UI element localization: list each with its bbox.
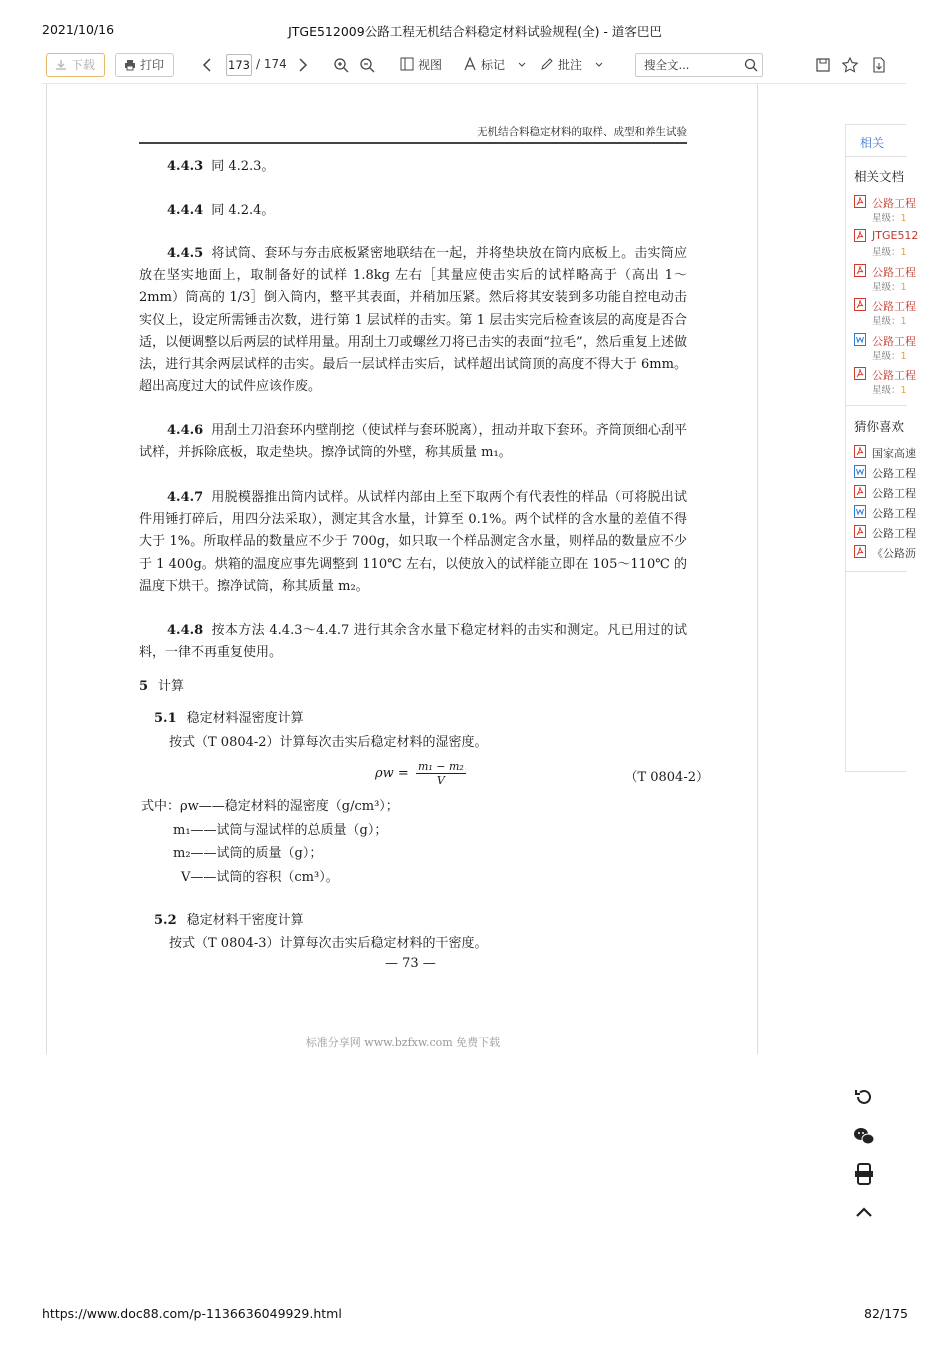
panel-divider bbox=[846, 571, 907, 572]
related-doc-rating bbox=[872, 210, 907, 224]
word-icon bbox=[854, 333, 866, 346]
feedback-icon[interactable] bbox=[852, 1085, 876, 1109]
save-icon[interactable] bbox=[814, 56, 832, 74]
guess-doc-title[interactable]: 公路工程 bbox=[872, 507, 916, 520]
clause-number: 4.4.4 bbox=[167, 203, 204, 218]
rating-value: 1 bbox=[900, 385, 907, 396]
related-doc-rating bbox=[872, 348, 907, 362]
annotate-menu[interactable] bbox=[540, 56, 582, 74]
pdf-icon bbox=[854, 229, 866, 242]
guess-doc-title[interactable]: 《公路沥 bbox=[872, 547, 916, 560]
download-label: 下载 bbox=[71, 58, 96, 72]
related-doc-title[interactable]: 公路工程 bbox=[872, 265, 916, 279]
clause-number: 4.4.3 bbox=[167, 159, 204, 174]
section-title: 计算 bbox=[158, 679, 185, 694]
clause-4-4-5 bbox=[139, 243, 687, 398]
clause-4-4-3 bbox=[139, 156, 687, 178]
chevron-down-icon bbox=[517, 60, 527, 70]
clause-number: 4.4.6 bbox=[167, 423, 204, 438]
running-head: 无机结合料稳定材料的取样、成型和养生试验 bbox=[477, 126, 687, 138]
clause-text: 将试筒、套环与夯击底板紧密地联结在一起，并将垫块放在筒内底板上。击实筒应放在坚实地面上，取制备好的试样 1.8kg 左右［其量应使击实后的试样略高于（高出 1～2mm）筒高的 1/3］倒入筒内，整平其表面，并稍加压紧。然后将其安装到多功能自控电动击实仪上，设定所需锤击次数，进行第 1 层试样的击实。第 1 层击实完后检查该层的高度是否合适，以便调整以后两层的试样用量。用刮土刀或螺丝刀将已击实的表面“拉毛”，然后重复上述做法，进行其余两层试样的击实。最后一层试样击实后，试样超出试筒顶的高度不得大于 6mm。超出高度过大的试件应该作废。 bbox=[139, 246, 687, 395]
back-to-top-icon[interactable] bbox=[852, 1200, 876, 1224]
guess-heading: 猜你喜欢 bbox=[854, 419, 905, 434]
header-rule bbox=[139, 142, 687, 144]
chevron-down-icon bbox=[594, 60, 604, 70]
prev-page-icon[interactable] bbox=[200, 55, 216, 75]
variable-m2: m₂——试筒的质量（g）； bbox=[173, 846, 323, 861]
page-total: / 174 bbox=[256, 57, 287, 71]
mark-icon bbox=[463, 57, 477, 71]
formula-numerator: m₁ − m₂ bbox=[417, 760, 464, 773]
mark-label: 标记 bbox=[481, 58, 506, 72]
clause-text: 用脱模器推出筒内试样。从试样内部由上至下取两个有代表性的样品（可将脱出试件用锤打碎后，用四分法采取），测定其含水量，计算至 0.1%。两个试样的含水量的差值不得大于 1%。所取样品的数量应不少于 700g，如只取一个样品测定含水量，则样品的数量应不少于 1 400g。烘箱的温度应事先调整到 110℃ 左右，以使放入的试样能立即在 105～110℃ 的温度下烘干。擦净试筒，称其质量 m₂。 bbox=[139, 490, 687, 594]
section-title: 稳定材料干密度计算 bbox=[186, 913, 304, 928]
section-number: 5.1 bbox=[154, 711, 177, 726]
watermark: 标准分享网 www.bzfxw.com 免费下载 bbox=[305, 1036, 501, 1049]
rating-label: 星级： bbox=[872, 213, 901, 224]
tab-related[interactable]: 相关 bbox=[846, 125, 907, 157]
related-heading: 相关文档 bbox=[854, 169, 905, 184]
print-title: JTGE512009公路工程无机结合料稳定材料试验规程(全) - 道客巴巴 bbox=[288, 24, 662, 39]
word-icon bbox=[854, 465, 866, 478]
clause-4-4-8 bbox=[139, 620, 687, 664]
section-5-heading bbox=[139, 677, 184, 697]
printer-icon bbox=[124, 59, 136, 71]
view-menu[interactable] bbox=[400, 56, 442, 74]
clause-4-4-6 bbox=[139, 420, 687, 464]
guess-doc-title[interactable]: 国家高速 bbox=[872, 447, 916, 460]
rating-value: 1 bbox=[900, 213, 907, 224]
print-button[interactable] bbox=[115, 53, 174, 77]
wechat-icon[interactable] bbox=[852, 1124, 876, 1148]
pdf-icon bbox=[854, 195, 866, 208]
page-number-input[interactable]: 173 bbox=[226, 54, 252, 76]
page-number: — 73 — bbox=[385, 956, 436, 971]
clause-number: 4.4.7 bbox=[167, 490, 204, 505]
pdf-icon bbox=[854, 298, 866, 311]
print-label: 打印 bbox=[140, 58, 165, 72]
related-doc-rating bbox=[872, 279, 907, 293]
formula-lhs: ρw = bbox=[375, 766, 409, 781]
pdf-icon bbox=[854, 525, 866, 538]
zoom-out-icon[interactable] bbox=[359, 55, 375, 75]
view-icon bbox=[400, 57, 414, 71]
document-viewport[interactable] bbox=[46, 84, 758, 1054]
search-input[interactable] bbox=[635, 53, 763, 77]
export-icon[interactable] bbox=[870, 56, 888, 74]
panel-divider bbox=[846, 405, 907, 406]
rating-label: 星级： bbox=[872, 247, 901, 259]
formula-reference: （T 0804-2） bbox=[624, 770, 709, 785]
section-5-2-text: 按式（T 0804-3）计算每次击实后稳定材料的干密度。 bbox=[169, 936, 488, 951]
rating-value: 1 bbox=[900, 281, 907, 293]
section-5-2-heading bbox=[154, 911, 304, 931]
formula-denominator: V bbox=[436, 774, 445, 787]
related-doc-rating bbox=[872, 313, 907, 327]
related-side-panel bbox=[845, 124, 919, 772]
related-doc-rating bbox=[872, 382, 907, 396]
rating-value: 1 bbox=[900, 316, 907, 328]
pdf-icon bbox=[854, 367, 866, 380]
clause-text: 同 4.2.3。 bbox=[211, 159, 275, 174]
app-icon[interactable] bbox=[852, 1162, 876, 1186]
clause-text: 用刮土刀沿套环内壁削挖（使试样与套环脱离），扭动并取下套环。齐筒顶细心刮平试样，并拆除底板，取走垫块。擦净试筒的外壁，称其质量 m₁。 bbox=[139, 423, 687, 461]
section-number: 5.2 bbox=[154, 913, 177, 928]
related-doc-title[interactable]: 公路工程 bbox=[872, 334, 916, 348]
next-page-icon[interactable] bbox=[294, 55, 310, 75]
star-icon[interactable] bbox=[841, 56, 859, 74]
variable-m1: m₁——试筒与湿试样的总质量（g）； bbox=[173, 823, 388, 838]
pdf-icon bbox=[854, 264, 866, 277]
guess-doc-title[interactable]: 公路工程 bbox=[872, 527, 916, 540]
zoom-in-icon[interactable] bbox=[333, 55, 349, 75]
section-5-1-text: 按式（T 0804-2）计算每次击实后稳定材料的湿密度。 bbox=[169, 735, 488, 750]
pen-icon bbox=[540, 57, 554, 71]
search-placeholder: 搜全文... bbox=[644, 58, 690, 72]
print-page-count: 82/175 bbox=[864, 1306, 908, 1321]
pdf-icon bbox=[854, 545, 866, 558]
related-doc-title[interactable]: 公路工程 bbox=[872, 197, 916, 210]
guess-doc-title[interactable]: 公路工程 bbox=[872, 487, 916, 500]
formula-fraction bbox=[416, 760, 466, 787]
clause-4-4-7 bbox=[139, 487, 687, 598]
rating-value: 1 bbox=[900, 350, 907, 362]
clause-text: 同 4.2.4。 bbox=[211, 203, 275, 218]
rating-value: 1 bbox=[900, 247, 907, 259]
rating-label: 星级： bbox=[872, 281, 901, 293]
section-5-1-heading bbox=[154, 709, 304, 729]
print-url: https://www.doc88.com/p-1136636049929.html bbox=[42, 1306, 342, 1321]
section-title: 稳定材料湿密度计算 bbox=[186, 711, 304, 726]
clause-number: 4.4.5 bbox=[167, 246, 204, 261]
related-doc-rating bbox=[872, 244, 907, 258]
clause-text: 按本方法 4.4.3～4.4.7 进行其余含水量下稳定材料的击实和测定。凡已用过的试料，一律不再重复使用。 bbox=[139, 623, 687, 661]
rating-label: 星级： bbox=[872, 350, 901, 362]
formula-wet-density bbox=[375, 760, 466, 787]
pdf-icon bbox=[854, 445, 866, 458]
mark-menu[interactable] bbox=[463, 56, 505, 74]
print-date: 2021/10/16 bbox=[42, 22, 115, 37]
viewer-toolbar bbox=[42, 46, 906, 84]
download-icon bbox=[55, 59, 67, 71]
download-button[interactable] bbox=[46, 53, 105, 77]
clause-4-4-4 bbox=[139, 200, 687, 222]
search-icon[interactable] bbox=[744, 58, 758, 72]
related-doc-title[interactable]: JTGE512 bbox=[872, 229, 919, 243]
print-header bbox=[42, 22, 908, 38]
view-label: 视图 bbox=[418, 58, 443, 72]
related-doc-title[interactable]: 公路工程 bbox=[872, 300, 916, 314]
variable-v: V——试筒的容积（cm³）。 bbox=[181, 870, 339, 885]
section-number: 5 bbox=[139, 679, 149, 694]
rating-label: 星级： bbox=[872, 316, 901, 328]
related-doc-title[interactable]: 公路工程 bbox=[872, 369, 916, 382]
variable-rho: 式中：ρw——稳定材料的湿密度（g/cm³）； bbox=[141, 799, 399, 814]
rating-label: 星级： bbox=[872, 385, 901, 396]
word-icon bbox=[854, 505, 866, 518]
clause-number: 4.4.8 bbox=[167, 623, 204, 638]
annotate-label: 批注 bbox=[558, 58, 583, 72]
guess-doc-title[interactable]: 公路工程 bbox=[872, 467, 916, 480]
pdf-icon bbox=[854, 485, 866, 498]
